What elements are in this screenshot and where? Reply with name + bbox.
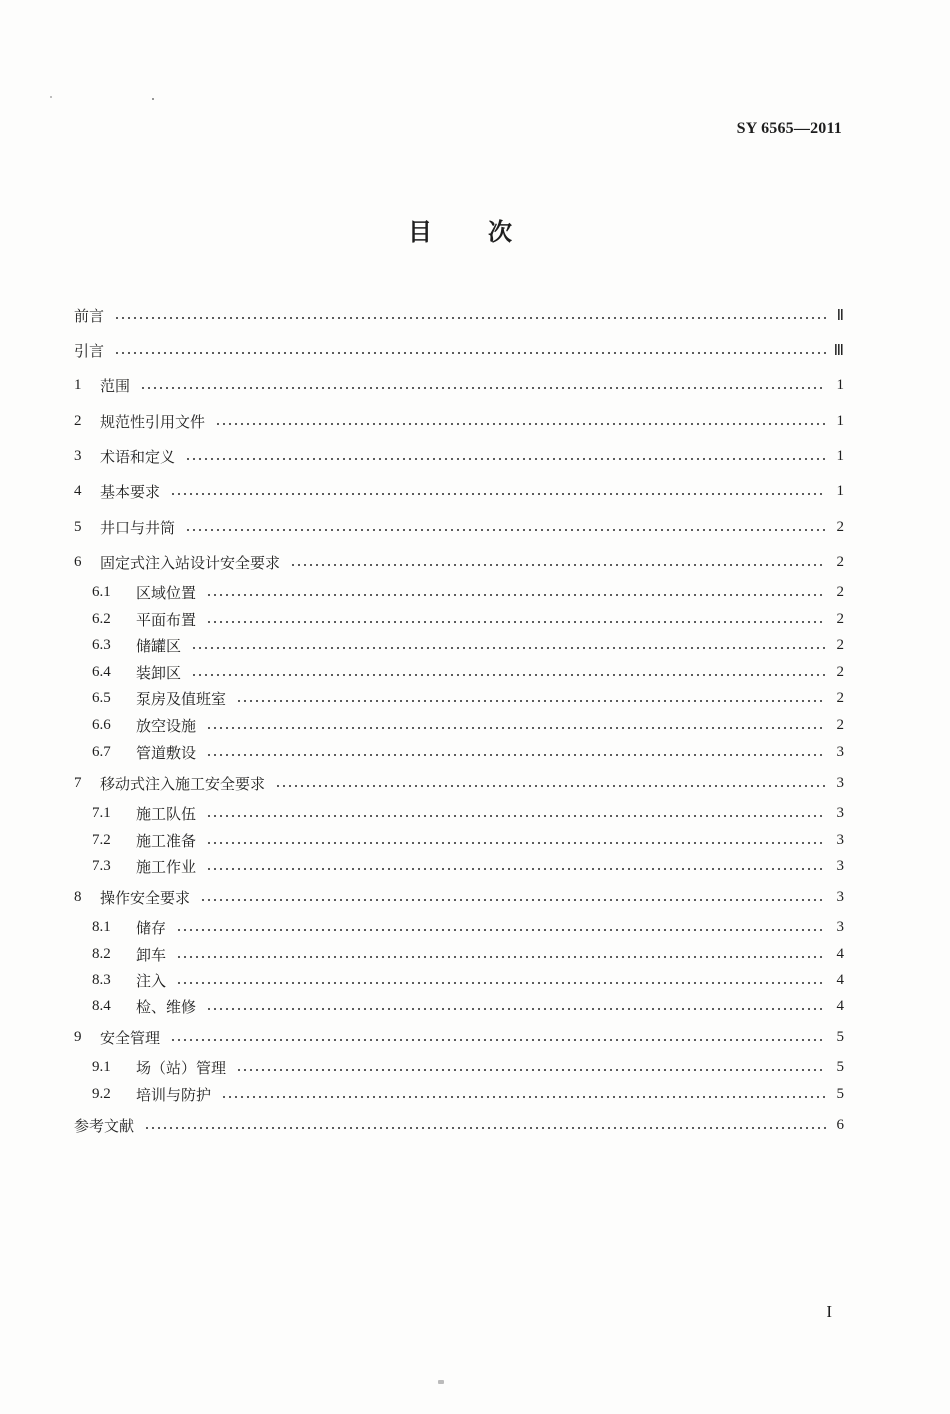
- toc-entry[interactable]: [92, 607, 844, 631]
- toc-entry-label: 施工作业: [136, 857, 197, 876]
- toc-entry-label: 注入: [136, 971, 167, 990]
- toc-entry-page: 5: [836, 1085, 844, 1102]
- toc-entry-label: 平面布置: [136, 610, 197, 629]
- toc-entry-number: 6: [74, 553, 82, 570]
- toc-entry-label: 范围: [100, 376, 131, 395]
- toc-entry-number: 6.5: [92, 689, 111, 706]
- toc-entry-page: 1: [836, 412, 844, 429]
- toc-entry-label: 管道敷设: [136, 743, 197, 762]
- toc-entry-number: 5: [74, 518, 82, 535]
- toc-entry-label: 储存: [136, 918, 167, 937]
- toc-entry[interactable]: [74, 444, 844, 468]
- toc-entry-label: 安全管理: [100, 1028, 161, 1047]
- toc-entry[interactable]: [74, 885, 844, 909]
- toc-entry-page: 3: [836, 888, 844, 905]
- toc-entry-page: 2: [836, 583, 844, 600]
- page-number: I: [826, 1302, 832, 1321]
- toc-leader-dots: [200, 899, 826, 901]
- toc-entry-label: 区域位置: [136, 583, 197, 602]
- toc-entry-number: 9.2: [92, 1085, 111, 1102]
- toc-entry-page: 2: [836, 716, 844, 733]
- toc-entry-number: 8.2: [92, 945, 111, 962]
- toc-entry[interactable]: [92, 740, 844, 764]
- toc-entry-label: 固定式注入站设计安全要求: [100, 553, 281, 572]
- toc-entry-page: 4: [836, 971, 844, 988]
- toc-leader-dots: [176, 982, 826, 984]
- toc-leader-dots: [236, 1069, 826, 1071]
- toc-entry[interactable]: [74, 550, 844, 574]
- toc-leader-dots: [236, 700, 826, 702]
- toc-entry-number: 7: [74, 774, 82, 791]
- toc-entry-page: 6: [836, 1116, 844, 1133]
- toc-entry-label: 场（站）管理: [136, 1058, 227, 1077]
- toc-entry[interactable]: [92, 580, 844, 604]
- toc-entry-page: 4: [836, 945, 844, 962]
- toc-entry-number: 6.6: [92, 716, 111, 733]
- toc-entry-page: 3: [836, 831, 844, 848]
- toc-entry-page: 4: [836, 997, 844, 1014]
- toc-leader-dots: [176, 956, 826, 958]
- toc-entry-page: 3: [836, 857, 844, 874]
- toc-entry[interactable]: [92, 660, 844, 684]
- toc-entry[interactable]: [74, 515, 844, 539]
- toc-entry-number: 9.1: [92, 1058, 111, 1075]
- toc-entry-number: 8.1: [92, 918, 111, 935]
- toc-entry-number: 4: [74, 482, 82, 499]
- scan-speck: [438, 1380, 444, 1384]
- toc-entry[interactable]: [74, 771, 844, 795]
- toc-entry-label: 术语和定义: [100, 447, 176, 466]
- toc-entry-number: 6.7: [92, 743, 111, 760]
- toc-entry[interactable]: [92, 1055, 844, 1079]
- toc-entry-label: 引言: [74, 341, 105, 360]
- toc-entry-page: 2: [836, 663, 844, 680]
- toc-entry-label: 检、维修: [136, 997, 197, 1016]
- toc-entry-label: 泵房及值班室: [136, 689, 227, 708]
- toc-entry-page: 1: [836, 447, 844, 464]
- toc-entry-number: 8.3: [92, 971, 111, 988]
- toc-entry-label: 卸车: [136, 945, 167, 964]
- toc-leader-dots: [170, 493, 826, 495]
- toc-entry-page: 2: [836, 689, 844, 706]
- toc-entry-number: 1: [74, 376, 82, 393]
- toc-entry-number: 8.4: [92, 997, 111, 1014]
- toc-entry[interactable]: [92, 994, 844, 1018]
- toc-entry[interactable]: [74, 409, 844, 433]
- toc-entry-page: Ⅲ: [833, 342, 844, 359]
- toc-entry-page: 2: [836, 636, 844, 653]
- toc-leader-dots: [144, 1127, 826, 1129]
- toc-entry-number: 6.4: [92, 663, 111, 680]
- toc-leader-dots: [206, 842, 826, 844]
- doc-code: SY 6565—2011: [736, 120, 842, 137]
- toc-entry-page: 5: [836, 1058, 844, 1075]
- toc-entry[interactable]: [92, 633, 844, 657]
- toc-leader-dots: [176, 929, 826, 931]
- toc-leader-dots: [206, 1008, 826, 1010]
- toc-entry[interactable]: [74, 1025, 844, 1049]
- toc-entry-page: 5: [836, 1028, 844, 1045]
- scan-speck: [50, 96, 52, 98]
- toc-entry[interactable]: [92, 1082, 844, 1106]
- toc-leader-dots: [206, 754, 826, 756]
- toc-entry[interactable]: [92, 968, 844, 992]
- toc-entry[interactable]: [92, 854, 844, 878]
- toc-leader-dots: [206, 594, 826, 596]
- toc-entry-label: 参考文献: [74, 1116, 135, 1135]
- toc-leader-dots: [114, 317, 826, 319]
- toc-entry-page: 1: [836, 482, 844, 499]
- toc-leader-dots: [170, 1039, 826, 1041]
- toc-entry[interactable]: [92, 942, 844, 966]
- toc-entry-page: 2: [836, 553, 844, 570]
- toc-entry-number: 9: [74, 1028, 82, 1045]
- toc-entry-page: 3: [836, 774, 844, 791]
- toc-entry-label: 储罐区: [136, 636, 182, 655]
- toc-entry[interactable]: [92, 713, 844, 737]
- toc-leader-dots: [275, 785, 826, 787]
- toc-leader-dots: [206, 815, 826, 817]
- toc-entry-number: 7.3: [92, 857, 111, 874]
- toc-leader-dots: [185, 529, 826, 531]
- scan-speck: [152, 98, 154, 100]
- toc-entry-number: 8: [74, 888, 82, 905]
- toc-entry-label: 基本要求: [100, 482, 161, 501]
- toc-entry-page: Ⅱ: [836, 307, 844, 324]
- toc-leader-dots: [215, 423, 826, 425]
- toc-entry-number: 6.2: [92, 610, 111, 627]
- page-title-char-1: 目: [408, 218, 432, 246]
- toc-entry-label: 前言: [74, 306, 105, 325]
- toc-entry[interactable]: [74, 1113, 844, 1137]
- toc-entry[interactable]: [74, 373, 844, 397]
- toc-leader-dots: [191, 647, 826, 649]
- toc-entry[interactable]: [74, 303, 844, 327]
- toc-entry[interactable]: [92, 686, 844, 710]
- toc-leader-dots: [290, 564, 826, 566]
- toc-entry[interactable]: [74, 338, 844, 362]
- toc-entry-page: 2: [836, 518, 844, 535]
- toc-entry-label: 培训与防护: [136, 1085, 212, 1104]
- toc-leader-dots: [114, 352, 826, 354]
- toc-entry-label: 操作安全要求: [100, 888, 191, 907]
- toc-entry-number: 6.1: [92, 583, 111, 600]
- toc-entry-number: 7.1: [92, 804, 111, 821]
- toc-entry[interactable]: [74, 479, 844, 503]
- page-title-char-2: 次: [488, 218, 512, 246]
- toc-entry-label: 放空设施: [136, 716, 197, 735]
- toc-leader-dots: [185, 458, 826, 460]
- toc-entry[interactable]: [92, 915, 844, 939]
- toc-entry[interactable]: [92, 828, 844, 852]
- toc-entry-label: 规范性引用文件: [100, 412, 206, 431]
- toc-entry-page: 3: [836, 918, 844, 935]
- toc-entry-page: 3: [836, 804, 844, 821]
- toc-entry-number: 6.3: [92, 636, 111, 653]
- toc-entry-number: 2: [74, 412, 82, 429]
- toc-entry-page: 3: [836, 743, 844, 760]
- toc-leader-dots: [206, 727, 826, 729]
- toc-entry-label: 施工队伍: [136, 804, 197, 823]
- toc-entry-label: 装卸区: [136, 663, 182, 682]
- toc-leader-dots: [206, 868, 826, 870]
- toc-entry-number: 3: [74, 447, 82, 464]
- toc-leader-dots: [191, 674, 826, 676]
- toc-entry[interactable]: [92, 801, 844, 825]
- toc-entry-page: 2: [836, 610, 844, 627]
- toc-entry-label: 施工准备: [136, 831, 197, 850]
- toc-entry-label: 移动式注入施工安全要求: [100, 774, 266, 793]
- toc-entry-label: 井口与井筒: [100, 518, 176, 537]
- toc-entry-page: 1: [836, 376, 844, 393]
- toc-leader-dots: [140, 387, 826, 389]
- page-title: [0, 212, 920, 247]
- toc-leader-dots: [221, 1096, 826, 1098]
- toc-leader-dots: [206, 621, 826, 623]
- toc-entry-number: 7.2: [92, 831, 111, 848]
